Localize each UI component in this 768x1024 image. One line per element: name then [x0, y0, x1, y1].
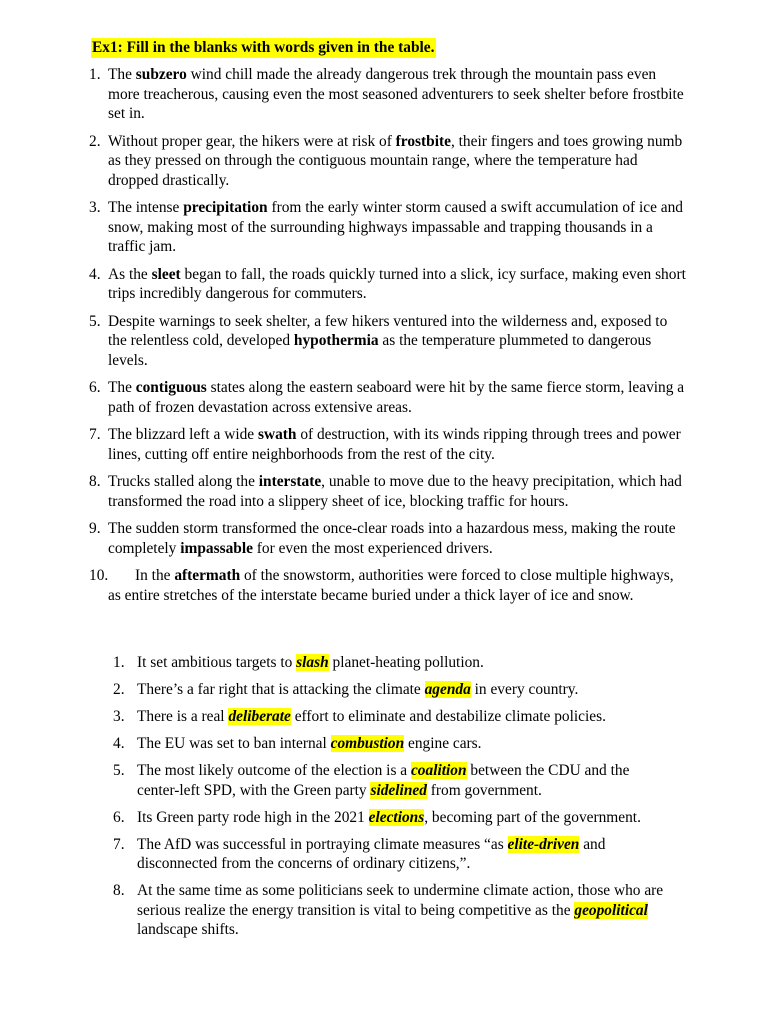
- item-number: 1.: [113, 654, 125, 671]
- answer-word: contiguous: [135, 379, 207, 396]
- item-number: 6.: [89, 379, 101, 396]
- list-item: 2. Without proper gear, the hikers were at risk of frostbite, their fingers and toes growing numb as they pressed on through the contiguous mountain range, where the temperature had dropped drastically.: [89, 132, 683, 189]
- list-item: 5. Despite warnings to seek shelter, a few hikers ventured into the wilderness and, exposed to the relentless cold, developed hypothermia as the temperature plummeted to dangerous levels.: [89, 312, 668, 369]
- list-item: 6. The contiguous states along the eastern seaboard were hit by the same fierce storm, leaving a path of frozen devastation across extensive areas.: [89, 379, 685, 416]
- list-item: 8. At the same time as some politicians seek to undermine climate action, those who are serious realize the energy transition is vital to being competitive as the geopolitical landscape shifts.: [113, 882, 664, 938]
- list-item: 7. The AfD was successful in portraying climate measures “as elite-driven and disconnected from the concerns of ordinary citizens,”.: [113, 835, 606, 872]
- highlighted-word: slash: [296, 654, 329, 671]
- list-item: 1. The subzero wind chill made the already dangerous trek through the mountain pass even more treacherous, causing even the most seasoned adventurers to seek shelter before frostbite set in.: [89, 66, 684, 122]
- item-number: 2.: [89, 132, 101, 150]
- item-number: 6.: [113, 808, 125, 826]
- list-item: 7. The blizzard left a wide swath of destruction, with its winds ripping through trees and power lines, cutting off entire neighborhoods from the rest of the city.: [89, 426, 681, 463]
- highlighted-word: elections: [368, 808, 425, 826]
- highlighted-word: agenda: [424, 681, 471, 698]
- list-item: 3. The intense precipitation from the early winter storm caused a swift accumulation of ice and snow, making most of the surrounding highways impassable and trapping thousands in a traffic jam.: [89, 199, 683, 255]
- answer-word: sleet: [151, 265, 181, 283]
- item-number: 8.: [89, 473, 101, 490]
- answer-word: interstate: [258, 473, 322, 490]
- list-item: 1. It set ambitious targets to slash planet-heating pollution.: [113, 654, 484, 671]
- answer-word: hypothermia: [293, 332, 379, 349]
- item-number: 4.: [113, 735, 125, 752]
- highlighted-word: sidelined: [370, 781, 427, 799]
- list-item: 2. There’s a far right that is attacking the climate agenda in every country.: [113, 681, 579, 698]
- list-item: 8. Trucks stalled along the interstate, unable to move due to the heavy precipitation, which had transformed the road into a slippery sheet of ice, blocking traffic for hours.: [89, 473, 682, 510]
- item-number: 5.: [89, 312, 101, 330]
- answer-word: swath: [257, 426, 297, 443]
- answer-word: subzero: [135, 66, 187, 83]
- highlighted-word: elite-driven: [507, 835, 580, 853]
- answer-word: aftermath: [174, 567, 241, 584]
- highlighted-word: combustion: [330, 735, 405, 752]
- item-number: 9.: [89, 520, 101, 537]
- item-number: 7.: [89, 426, 101, 443]
- answer-word: impassable: [180, 539, 253, 557]
- item-number: 5.: [113, 762, 125, 779]
- fill-blanks-list: [89, 65, 689, 613]
- list-item: 9. The sudden storm transformed the once-clear roads into a hazardous mess, making the route completely impassable for even the most experienced drivers.: [89, 520, 676, 557]
- list-item: 6. Its Green party rode high in the 2021 elections, becoming part of the government.: [113, 808, 641, 826]
- item-number: 10.: [89, 567, 109, 584]
- list-item: 3. There is a real deliberate effort to eliminate and destabilize climate policies.: [113, 708, 606, 725]
- highlighted-word: geopolitical: [574, 901, 648, 919]
- list-item: 5. The most likely outcome of the election is a coalition between the CDU and the center-left SPD, with the Green party sidelined from government.: [113, 762, 630, 799]
- highlighted-word: coalition: [410, 762, 467, 779]
- item-number: 8.: [113, 882, 125, 899]
- item-number: 1.: [89, 66, 101, 83]
- vocabulary-sentences-list: [113, 653, 673, 947]
- item-number: 4.: [89, 265, 101, 283]
- highlighted-word: deliberate: [228, 708, 291, 725]
- exercise-title: Ex1: Fill in the blanks with words given in the table.: [92, 39, 435, 56]
- item-number: 7.: [113, 835, 125, 853]
- list-item: 4. As the sleet began to fall, the roads quickly turned into a slick, icy surface, making even short trips incredibly dangerous for commuters.: [89, 265, 686, 302]
- item-number: 3.: [113, 708, 125, 725]
- item-number: 3.: [89, 199, 101, 216]
- item-number: 2.: [113, 681, 125, 698]
- answer-word: precipitation: [183, 199, 268, 216]
- list-item: 4. The EU was set to ban internal combustion engine cars.: [113, 735, 482, 752]
- answer-word: frostbite: [395, 132, 451, 150]
- list-item: 10. In the aftermath of the snowstorm, authorities were forced to close multiple highways, as entire stretches of the interstate became buried under a thick layer of ice and snow.: [89, 567, 674, 604]
